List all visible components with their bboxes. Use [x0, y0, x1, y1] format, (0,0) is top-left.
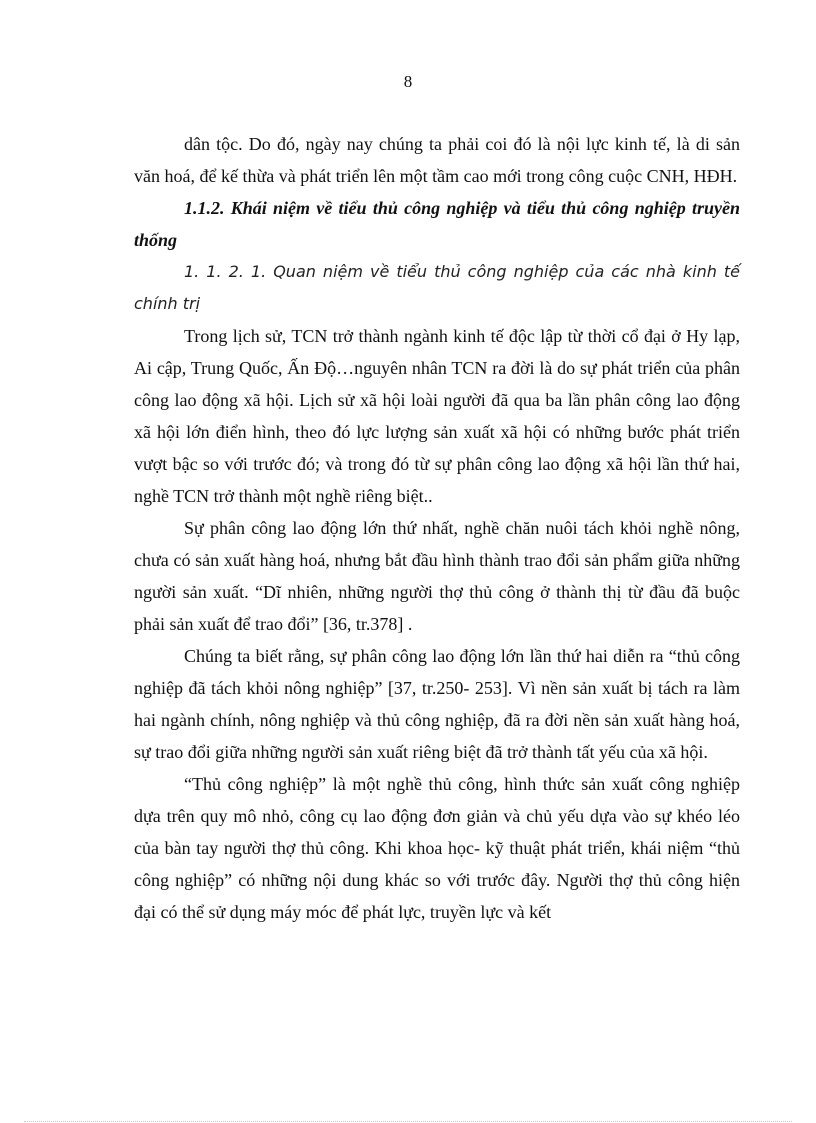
paragraph-intro: dân tộc. Do đó, ngày nay chúng ta phải coi đó là nội lực kinh tế, là di sản văn hoá, để kế thừa và phát triển lên một tầm cao mới trong công cuộc CNH, HĐH. [134, 134, 740, 186]
paragraph-first-division: Sự phân công lao động lớn thứ nhất, nghề chăn nuôi tách khỏi nghề nông, chưa có sản xuất hàng hoá, nhưng bắt đầu hình thành trao đổi sản phẩm giữa những người sản xuất. “Dĩ nhiên, những người thợ thủ công ở thành thị từ đầu đã buộc phải sản xuất để trao đổi” [36, tr.378] . [134, 518, 740, 634]
page-number: 8 [403, 72, 413, 91]
page-bottom-divider [24, 1121, 792, 1122]
document-body [134, 128, 740, 928]
paragraph-history: Trong lịch sử, TCN trở thành ngành kinh tế độc lập từ thời cổ đại ở Hy lạp, Ai cập, Trung Quốc, Ấn Độ…nguyên nhân TCN ra đời là do sự phát triển của phân công lao động xã hội. Lịch sử xã hội loài người đã qua ba lần phân công lao động xã hội lớn điển hình, theo đó lực lượng sản xuất xã hội có những bước phát triển vượt bậc so với trước đó; và trong đó từ sự phân công lao động xã hội lần thứ hai, nghề TCN trở thành một nghề riêng biệt.. [134, 326, 740, 506]
paragraph-definition: “Thủ công nghiệp” là một nghề thủ công, hình thức sản xuất công nghiệp dựa trên quy mô nhỏ, công cụ lao động đơn giản và chủ yếu dựa vào sự khéo léo của bàn tay người thợ thủ công. Khi khoa học- kỹ thuật phát triển, khái niệm “thủ công nghiệp” có những nội dung khác so với trước đây. Người thợ thủ công hiện đại có thể sử dụng máy móc để phát lực, truyền lực và kết [134, 774, 740, 922]
paragraph-second-division: Chúng ta biết rằng, sự phân công lao động lớn lần thứ hai diễn ra “thủ công nghiệp đã tách khỏi nông nghiệp” [37, tr.250- 253]. Vì nền sản xuất bị tách ra làm hai ngành chính, nông nghiệp và thủ công nghiệp, đã ra đời nền sản xuất hàng hoá, sự trao đổi giữa những người sản xuất riêng biệt đã trở thành tất yếu của xã hội. [134, 646, 740, 762]
subsection-heading: 1. 1. 2. 1. Quan niệm về tiểu thủ công nghiệp của các nhà kinh tế chính trị [134, 262, 740, 313]
section-heading: 1.1.2. Khái niệm về tiểu thủ công nghiệp và tiểu thủ công nghiệp truyền thống [134, 198, 740, 250]
